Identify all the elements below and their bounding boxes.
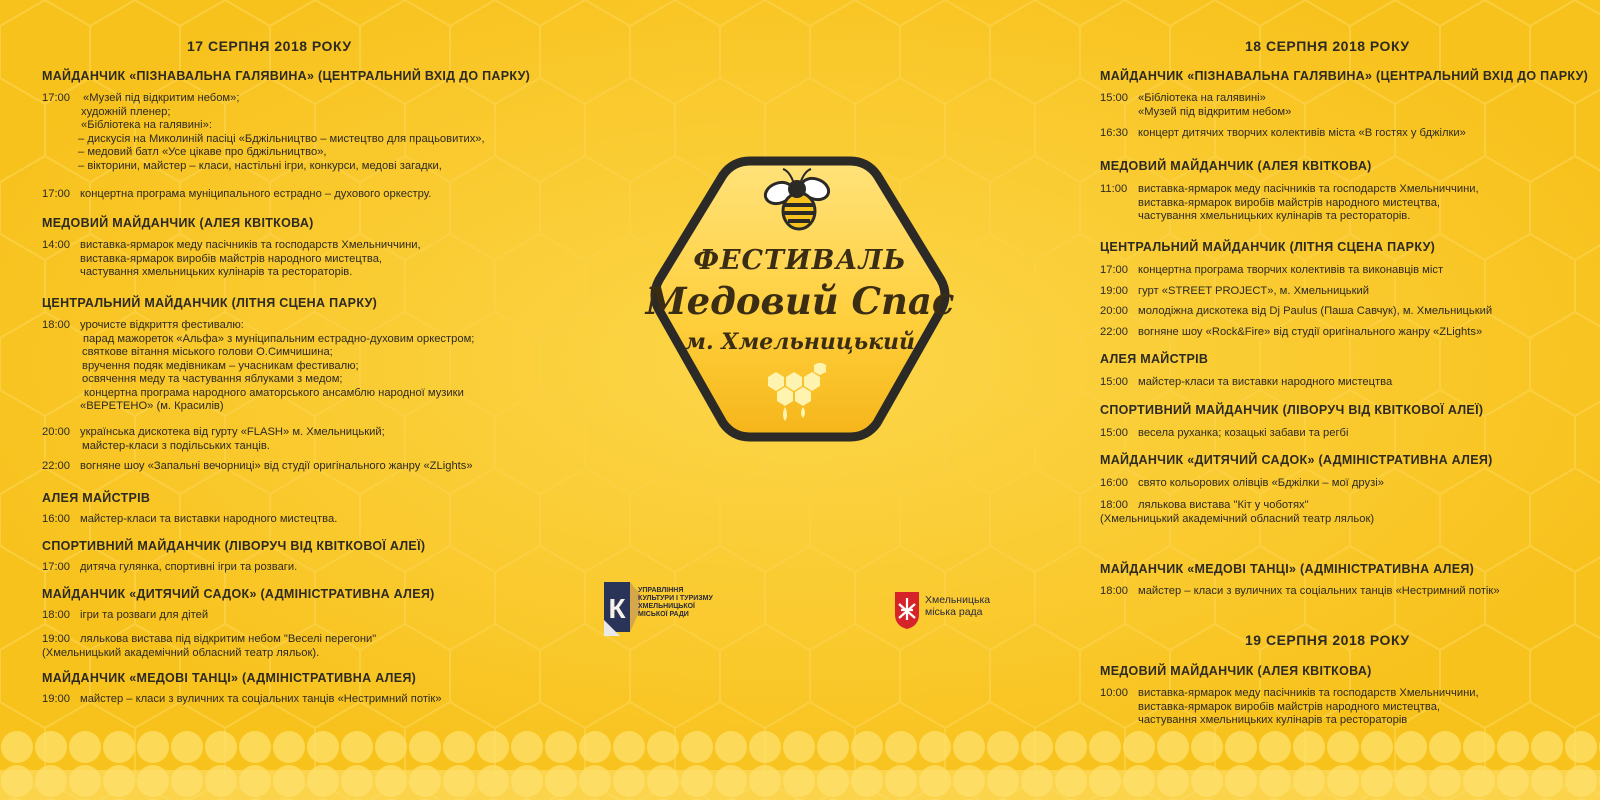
event-time: 18:00 (42, 319, 70, 331)
event-line: концертна програма творчих колективів та виконавців міст (1138, 264, 1444, 276)
event-time: 18:00 (1100, 585, 1128, 597)
culture-department-logo (600, 580, 740, 640)
event-time: 18:00 (42, 609, 70, 621)
venue-heading: МАЙДАНЧИК «МЕДОВІ ТАНЦІ» (АДМІНІСТРАТИВНА АЛЕЯ) (1100, 562, 1475, 576)
event-time: 15:00 (1100, 376, 1128, 388)
event-item (42, 319, 602, 419)
venue-heading: МАЙДАНЧИК «МЕДОВІ ТАНЦІ» (АДМІНІСТРАТИВНА АЛЕЯ) (42, 671, 417, 685)
event-item (1100, 285, 1570, 299)
event-line: майстер – класи з вуличних та соціальних танців «Нестримний потік» (1138, 585, 1500, 597)
event-description (1138, 127, 1466, 141)
event-time: 17:00 (42, 188, 70, 200)
event-line: парад мажореток «Альфа» з муніципальним естрадно-духовим оркестром; (83, 332, 475, 345)
event-time: 17:00 (42, 92, 70, 104)
event-line: виставка-ярмарок виробів майстрів народного мистецтва, (1138, 700, 1441, 713)
event-note: (Хмельницький академічний обласний театр ляльок) (1100, 513, 1375, 525)
event-description (1138, 477, 1384, 491)
venue-heading: МАЙДАНЧИК «ДИТЯЧИЙ САДОК» (АДМІНІСТРАТИВНА АЛЕЯ) (1100, 453, 1493, 467)
culture-logo-text (638, 587, 713, 619)
event-item (42, 460, 602, 474)
event-line: вогняне шоу «Запальні вечорниці» від студії оригінального жанру «ZLights» (80, 460, 473, 472)
event-line: (Хмельницький академічний обласний театр ляльок). (42, 646, 320, 659)
venue-heading: МАЙДАНЧИК «ПІЗНАВАЛЬНА ГАЛЯВИНА» (ЦЕНТРАЛЬНИЙ ВХІД ДО ПАРКУ) (1100, 69, 1589, 83)
event-description (1138, 376, 1392, 390)
event-description (1138, 183, 1479, 224)
event-time: 22:00 (42, 460, 70, 472)
event-item (1100, 264, 1570, 278)
event-time: 17:00 (1100, 264, 1128, 276)
event-line: «Бібліотека на галявині»: (81, 119, 212, 131)
event-time: 19:00 (1100, 285, 1128, 297)
event-item (1100, 499, 1570, 513)
festival-title: Медовий Спас (645, 279, 955, 323)
event-time: 22:00 (1100, 326, 1128, 338)
event-description (1138, 305, 1492, 319)
city-logo-text (925, 594, 990, 618)
event-description (80, 561, 297, 575)
event-description (80, 693, 442, 707)
event-time: 18:00 (1100, 499, 1128, 511)
event-line: весела руханка; козацькі забави та регбі (1138, 427, 1349, 439)
venue-heading: АЛЕЯ МАЙСТРІВ (42, 491, 151, 505)
event-line: лялькова вистава під відкритим небом "Веселі перегони" (80, 633, 377, 645)
event-description (80, 188, 431, 202)
event-line: «Музей під відкритим небом»; (83, 92, 240, 104)
event-item (42, 239, 602, 281)
event-description (80, 460, 473, 474)
event-line: українська дискотека від гурту «FLASH» м. Хмельницький; (80, 426, 385, 438)
event-line: виставка-ярмарок виробів майстрів народного мистецтва, (1138, 196, 1441, 209)
venue-heading: СПОРТИВНИЙ МАЙДАНЧИК (ЛІВОРУЧ ВІД КВІТКОВОЇ АЛЕЇ) (42, 539, 426, 553)
event-item (1100, 376, 1570, 390)
event-description (1138, 92, 1291, 119)
event-line: концертна програма народного аматорського ансамблю народної музики (84, 386, 464, 399)
event-description (1138, 499, 1309, 513)
event-line: виставка-ярмарок меду пасічників та господарств Хмельниччини, (1138, 183, 1479, 195)
venue-heading: СПОРТИВНИЙ МАЙДАНЧИК (ЛІВОРУЧ ВІД КВІТКОВОЇ АЛЕЇ) (1100, 403, 1484, 417)
event-time: 20:00 (42, 426, 70, 438)
event-line: гурт «STREET PROJECT», м. Хмельницький (1138, 285, 1369, 297)
event-line: майстер-класи з подільських танців. (82, 439, 270, 452)
event-item (42, 633, 602, 661)
event-line: концерт дитячих творчих колективів міста «В гостях у бджілки» (1138, 127, 1466, 139)
event-item (1100, 427, 1570, 441)
logo-line: МІСЬКОЇ РАДИ (638, 611, 689, 618)
event-item (42, 561, 602, 575)
event-line: виставка-ярмарок меду пасічників та господарств Хмельниччини, (1138, 687, 1479, 699)
event-description (80, 609, 208, 623)
event-line: частування хмельницьких кулінарів та рестораторів. (80, 266, 353, 278)
event-line: лялькова вистава "Кіт у чоботях" (1138, 499, 1309, 511)
event-line: освячення меду та частування яблуками з медом; (82, 373, 343, 385)
event-item (1100, 92, 1570, 120)
event-item (1100, 687, 1570, 729)
event-time: 11:00 (1100, 183, 1128, 195)
logo-line: Хмельницька (925, 594, 991, 606)
event-description (80, 426, 385, 453)
event-line: виставка-ярмарок меду пасічників та господарств Хмельниччини, (80, 239, 421, 251)
event-line: «Бібліотека на галявині» (1138, 92, 1266, 104)
event-item (1100, 305, 1570, 319)
event-item (42, 513, 602, 527)
venue-heading: МЕДОВИЙ МАЙДАНЧИК (АЛЕЯ КВІТКОВА) (42, 216, 314, 230)
event-time: 19:00 (42, 693, 70, 705)
event-item (42, 693, 602, 707)
venue-heading: МАЙДАНЧИК «ПІЗНАВАЛЬНА ГАЛЯВИНА» (ЦЕНТРАЛЬНИЙ ВХІД ДО ПАРКУ) (42, 69, 531, 83)
event-item (1100, 127, 1570, 141)
event-time: 16:00 (1100, 477, 1128, 489)
event-time: 15:00 (1100, 92, 1128, 104)
venue-heading: ЦЕНТРАЛЬНИЙ МАЙДАНЧИК (ЛІТНЯ СЦЕНА ПАРКУ) (42, 296, 378, 310)
event-time: 16:30 (1100, 127, 1128, 139)
event-description (1138, 427, 1348, 441)
event-description (1138, 285, 1369, 299)
event-time: 16:00 (42, 513, 70, 525)
event-line: частування хмельницьких кулінарів та рестораторів (1138, 714, 1408, 726)
event-description (80, 319, 474, 414)
event-description (80, 513, 337, 527)
event-item (42, 609, 602, 623)
logo-line: КУЛЬТУРИ І ТУРИЗМУ (638, 595, 713, 602)
event-time: 19:00 (42, 633, 70, 645)
event-time: 14:00 (42, 239, 70, 251)
logo-line: міська рада (925, 606, 983, 618)
festival-badge (645, 155, 955, 445)
event-line: – медовий батл «Усе цікаве про бджільництво», (78, 146, 327, 158)
event-description (1138, 326, 1482, 340)
bee-icon (763, 165, 833, 235)
event-line: урочисте відкриття фестивалю: (80, 319, 244, 331)
venue-heading: МАЙДАНЧИК «ДИТЯЧИЙ САДОК» (АДМІНІСТРАТИВНА АЛЕЯ) (42, 587, 435, 601)
event-description (1138, 585, 1500, 599)
festival-city: м. Хмельницький (685, 329, 915, 355)
logo-line: ХМЕЛЬНИЦЬКОЇ (638, 603, 695, 610)
event-line: майстер-класи та виставки народного мистецтва (1138, 376, 1393, 388)
event-item (42, 188, 602, 202)
event-line: концертна програма муніципального естрадно – духового оркестру. (80, 188, 432, 200)
event-line: дитяча гулянка, спортивні ігри та розваги. (80, 561, 298, 573)
event-line: частування хмельницьких кулінарів та рестораторів. (1138, 210, 1411, 222)
event-description (1138, 687, 1479, 728)
logo-line: УПРАВЛІННЯ (638, 587, 684, 594)
venue-heading: ЦЕНТРАЛЬНИЙ МАЙДАНЧИК (ЛІТНЯ СЦЕНА ПАРКУ) (1100, 240, 1436, 254)
city-coat-of-arms-icon (893, 590, 921, 630)
event-item (42, 92, 602, 182)
event-item (1100, 183, 1570, 225)
event-line: «Музей під відкритим небом» (1138, 105, 1292, 118)
date-heading: 17 СЕРПНЯ 2018 РОКУ (187, 38, 352, 54)
event-line: «ВЕРЕТЕНО» (м. Красилів) (80, 400, 224, 412)
event-time: 15:00 (1100, 427, 1128, 439)
event-line: вогняне шоу «Rock&Fire» від студії оригінального жанру «ZLights» (1138, 326, 1483, 338)
city-council-logo (893, 590, 1033, 640)
festival-title-word: ФЕСТИВАЛЬ (693, 245, 907, 276)
event-item (1100, 326, 1570, 340)
bottom-honey-wave (0, 730, 1600, 800)
event-line: майстер – класи з вуличних та соціальних танців «Нестримний потік» (80, 693, 442, 705)
honeycomb-drops-icon (758, 363, 838, 428)
culture-logo-letter: К (608, 593, 626, 624)
event-description (80, 239, 421, 280)
event-line: художній пленер; (81, 105, 171, 118)
date-heading: 18 СЕРПНЯ 2018 РОКУ (1245, 38, 1410, 54)
event-description (1138, 264, 1443, 278)
event-item (42, 426, 602, 454)
event-line: ігри та розваги для дітей (80, 609, 209, 621)
event-time: 20:00 (1100, 305, 1128, 317)
event-item (1100, 585, 1570, 599)
event-line: виставка-ярмарок виробів майстрів народного мистецтва, (80, 252, 383, 265)
venue-heading: АЛЕЯ МАЙСТРІВ (1100, 352, 1209, 366)
culture-logo-icon (600, 580, 640, 636)
event-line: святкове вітання міського голови О.Симчишина; (82, 346, 333, 358)
event-line: майстер-класи та виставки народного мистецтва. (80, 513, 338, 525)
event-line: – дискусія на Миколиній пасіці «Бджільництво – мистецтво для працьовитих», (78, 132, 485, 145)
venue-heading: МЕДОВИЙ МАЙДАНЧИК (АЛЕЯ КВІТКОВА) (1100, 664, 1372, 678)
event-line: молодіжна дискотека від Dj Paulus (Паша Савчук), м. Хмельницький (1138, 305, 1493, 317)
event-time: 17:00 (42, 561, 70, 573)
event-time: 10:00 (1100, 687, 1128, 699)
event-line: вручення подяк медівникам – учасникам фестивалю; (82, 359, 359, 372)
event-item (1100, 477, 1570, 491)
event-line: свято кольорових олівців «Бджілки – мої друзі» (1138, 477, 1384, 489)
event-description (80, 92, 485, 173)
venue-heading: МЕДОВИЙ МАЙДАНЧИК (АЛЕЯ КВІТКОВА) (1100, 159, 1372, 173)
event-line: – вікторини, майстер – класи, настільні ігри, конкурси, медові загадки, (78, 159, 442, 172)
date-heading-19: 19 СЕРПНЯ 2018 РОКУ (1245, 632, 1410, 648)
